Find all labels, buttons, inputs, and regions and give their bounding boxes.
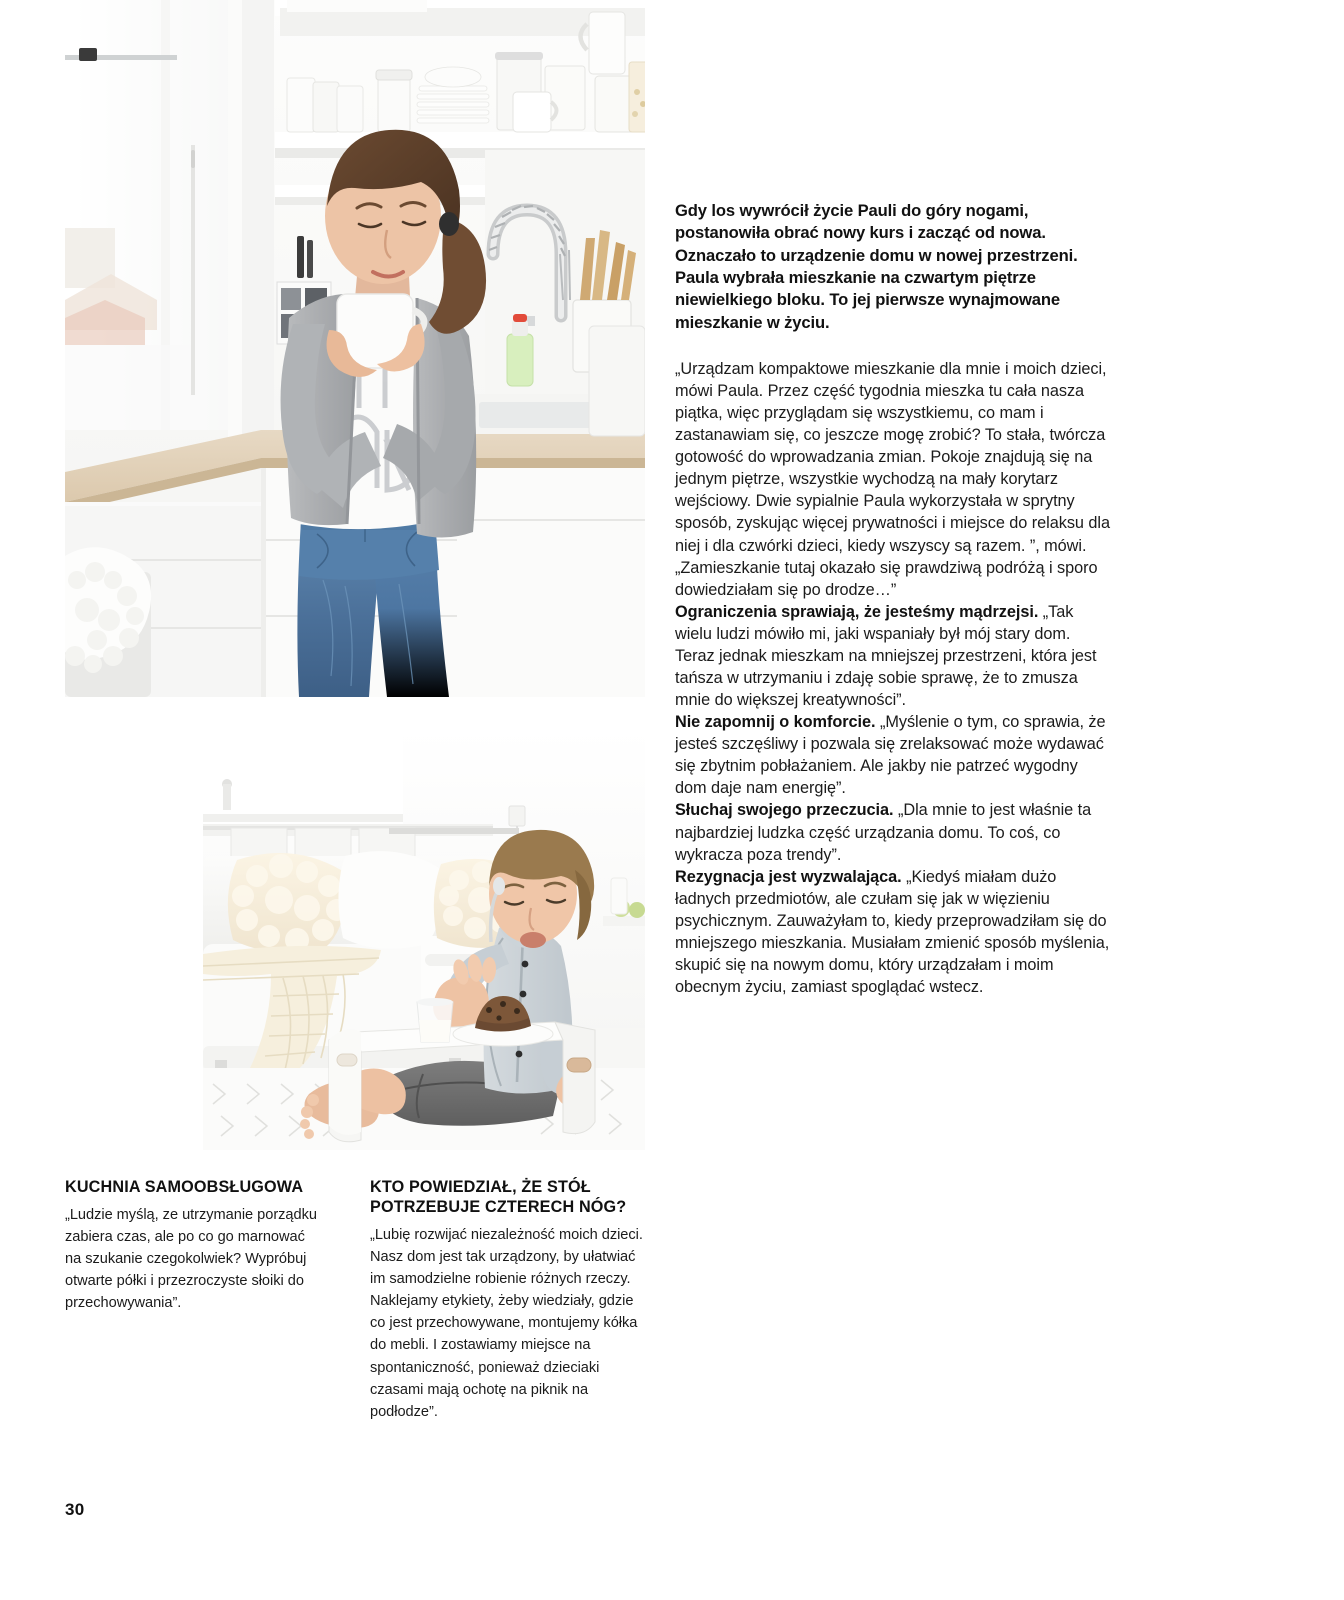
article-paragraph-1: „Urządzam kompaktowe mieszkanie dla mnie i moich dzieci, mówi Paula. Przez część tygodnia mieszka tu cała nasza piątka, więc przyglądam się wszystkiemu, co mam i zastanawiam się, co jeszcze mogę zrobić? To stała, twórcza gotowość do wprowadzania zmian. Pokoje znajdują się na jednym piętrze, wszystkie wychodzą na mały korytarz wejściowy. Dwie sypialnie Paula wykorzystała w sprytny sposób, zyskując więcej prywatności i miejsce do relaksu dla niej i dla czwórki dzieci, kiedy wszyscy są razem. ”, mówi. „Zamieszkanie tutaj okazało się prawdziwą podróżą i sporo dowiedziałam się po drodze…” — [675, 359, 1110, 599]
section-heading-4: Rezygnacja jest wyzwalająca. — [675, 867, 902, 886]
section-heading-1: Ograniczenia sprawiają, że jesteśmy mądrzejsi. — [675, 602, 1039, 621]
kitchen-photo — [65, 0, 645, 697]
caption-table-heading: KTO POWIEDZIAŁ, ŻE STÓŁ POTRZEBUJE CZTERECH NÓG? — [370, 1178, 627, 1216]
living-room-photo — [203, 728, 645, 1150]
caption-kitchen-heading: KUCHNIA SAMOOBSŁUGOWA — [65, 1178, 304, 1196]
section-text-1: „Tak wielu ludzi mówiło mi, jaki wspaniały był mój stary dom. Teraz jednak mieszkam na mniejszej przestrzeni, która jest tańsza w utrzymaniu i zdaję sobie sprawę, że to zmusza mnie do większej kreatywności”. — [675, 602, 1097, 710]
section-text-3: „Dla mnie to jest właśnie ta najbardziej ludzka część urządzania domu. To coś, co wykracza poza trendy”. — [675, 801, 1092, 864]
section-text-4: „Kiedyś miałam dużo ładnych przedmiotów, ale czułam się jak w więzieniu psychicznym. Zauważyłam to, kiedy przeprowadziłam się do mniejszego mieszkania. Musiałam zmienić sposób myślenia, skupić się na nowym domu, który urządzałam i moim obecnym życiu, zamiast spoglądać wstecz. — [675, 867, 1110, 997]
caption-kitchen — [65, 1178, 320, 1315]
article-body — [675, 358, 1111, 998]
caption-table — [370, 1178, 648, 1423]
section-heading-2: Nie zapomnij o komforcie. — [675, 713, 876, 732]
article-column — [675, 200, 1111, 998]
section-text-2: „Myślenie o tym, co sprawia, że jesteś szczęśliwy i pozwala się zrelaksować może wydawać się zbytnim pobłażaniem. Ale jakby nie patrzeć wygodny dom daje nam energię”. — [675, 713, 1106, 798]
kitchen-photo-illustration — [65, 0, 645, 697]
page-number: 30 — [65, 1500, 85, 1519]
living-room-photo-illustration — [203, 728, 645, 1150]
caption-kitchen-text: „Ludzie myślą, ze utrzymanie porządku zabiera czas, ale po co go marnować na szukanie czegokolwiek? Wypróbuj otwarte półki i przezroczyste słoiki do przechowywania”. — [65, 1206, 317, 1312]
section-heading-3: Słuchaj swojego przeczucia. — [675, 801, 894, 820]
article-lead: Gdy los wywrócił życie Pauli do góry nogami, postanowiła obrać nowy kurs i zacząć od nowa. Oznaczało to urządzenie domu w nowej przestrzeni. Paula wybrała mieszkanie na czwartym piętrze niewielkiego bloku. To jej pierwsze wynajmowane mieszkanie w życiu. — [675, 201, 1078, 332]
caption-table-text: „Lubię rozwijać niezależność moich dzieci. Nasz dom jest tak urządzony, by ułatwiać im samodzielne robienie różnych rzeczy. Naklejamy etykiety, żeby wiedziały, gdzie co jest przechowywane, montujemy kółka do mebli. I zostawiamy miejsce na spontaniczność, ponieważ dzieciaki czasami mają ochotę na piknik na podłodze”. — [370, 1226, 643, 1420]
